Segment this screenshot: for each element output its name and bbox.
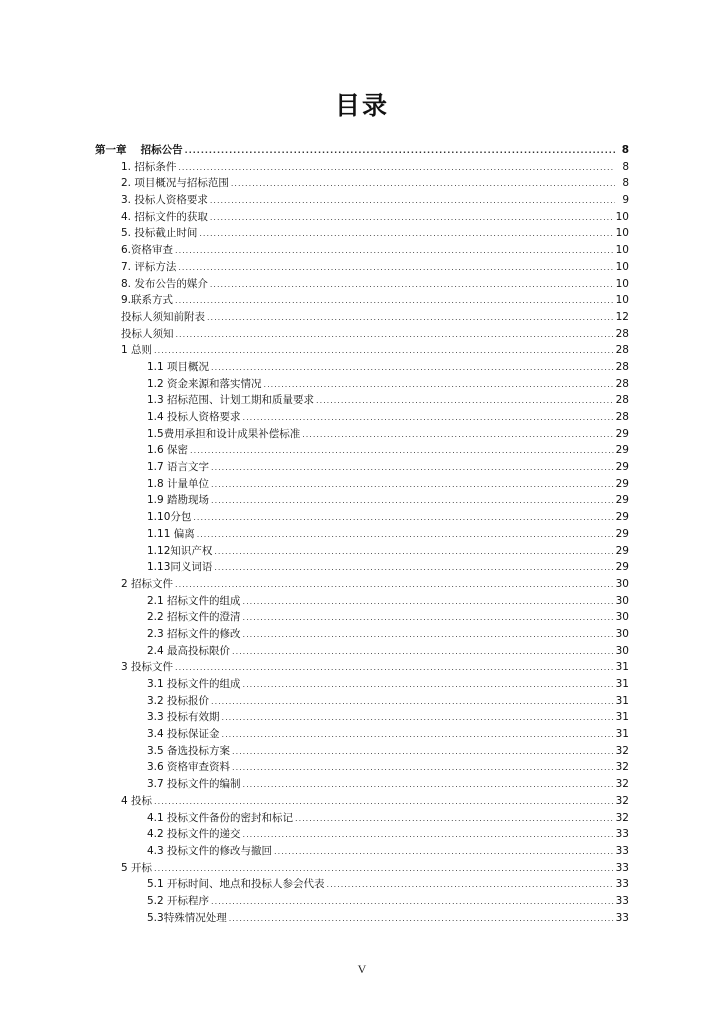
toc-entry[interactable] — [95, 209, 629, 226]
toc-entry[interactable] — [95, 476, 629, 493]
toc-entry[interactable] — [95, 626, 629, 643]
toc-entry-page: 31 — [615, 661, 629, 674]
toc-entry[interactable] — [95, 159, 629, 176]
toc-entry[interactable] — [95, 910, 629, 927]
dot-leader — [193, 510, 613, 527]
toc-entry-label: 1.13同义词语 — [147, 561, 213, 574]
toc-entry[interactable] — [95, 609, 629, 626]
toc-entry-label: 1 总则 — [121, 344, 153, 357]
dot-leader — [243, 410, 614, 427]
dot-leader — [214, 560, 613, 577]
toc-entry[interactable] — [95, 459, 629, 476]
toc-entry-page: 28 — [615, 327, 629, 340]
toc-entry-label: 1.5费用承担和设计成果补偿标准 — [147, 427, 301, 440]
toc-entry[interactable] — [95, 893, 629, 910]
toc-entry-page: 32 — [615, 778, 629, 791]
toc-entry[interactable] — [95, 693, 629, 710]
toc-entry-page: 32 — [615, 794, 629, 807]
toc-entry[interactable] — [95, 175, 629, 192]
toc-entry-page: 8 — [622, 160, 629, 173]
toc-entry-page: 31 — [615, 678, 629, 690]
toc-entry-page: 10 — [615, 294, 629, 307]
toc-entry-label: 8. 发布公告的媒介 — [121, 277, 208, 290]
toc-entry-label: 4 投标 — [121, 794, 153, 807]
toc-entry[interactable] — [95, 843, 629, 860]
toc-entry[interactable] — [95, 659, 629, 676]
toc-entry-label: 1.9 踏勘现场 — [147, 494, 210, 507]
toc-entry[interactable] — [95, 409, 629, 426]
toc-entry[interactable] — [95, 759, 629, 776]
dot-leader — [222, 727, 614, 744]
toc-entry-page: 9 — [622, 194, 629, 207]
page-number: V — [357, 962, 367, 976]
dot-leader — [274, 844, 614, 861]
toc-entry[interactable] — [95, 326, 629, 343]
toc-entry-label: 5.3特殊情况处理 — [147, 911, 227, 924]
dot-leader — [210, 277, 614, 294]
toc-entry-label: 3.1 投标文件的组成 — [147, 678, 241, 690]
dot-leader — [243, 594, 614, 611]
toc-entry[interactable] — [95, 593, 629, 610]
toc-entry-page: 10 — [615, 210, 629, 223]
toc-entry-label: 6.资格审查 — [121, 244, 174, 257]
toc-entry-page: 8 — [621, 144, 629, 156]
toc-entry-page: 10 — [615, 227, 629, 240]
dot-leader — [190, 443, 614, 460]
toc-entry-label: 5.1 开标时间、地点和投标人参会代表 — [147, 878, 325, 891]
toc-entry-page: 8 — [622, 177, 629, 190]
dot-leader — [229, 911, 614, 928]
dot-leader — [178, 260, 613, 277]
toc-entry-label: 9.联系方式 — [121, 294, 174, 307]
toc-entry[interactable] — [95, 726, 629, 743]
toc-entry-page: 30 — [615, 611, 629, 624]
dot-leader — [214, 544, 613, 561]
toc-entry-page: 31 — [615, 694, 629, 707]
toc-entry-label: 1.12知识产权 — [147, 544, 213, 557]
toc-entry[interactable] — [95, 276, 629, 293]
toc-entry-page: 28 — [615, 411, 629, 423]
dot-leader — [175, 577, 614, 594]
toc-entry[interactable] — [95, 559, 629, 576]
toc-entry-label: 3.7 投标文件的编制 — [147, 778, 241, 791]
toc-entry[interactable] — [95, 342, 629, 359]
dot-leader — [211, 460, 614, 477]
dot-leader — [327, 877, 614, 894]
toc-entry[interactable] — [95, 810, 629, 827]
toc-entry[interactable] — [95, 743, 629, 760]
toc-entry[interactable] — [95, 526, 629, 543]
toc-entry[interactable] — [95, 392, 629, 409]
toc-entry-page: 10 — [615, 260, 629, 273]
toc-entry-label: 2 招标文件 — [121, 577, 174, 590]
toc-entry[interactable] — [95, 793, 629, 810]
toc-entry-label: 2.2 招标文件的澄清 — [147, 611, 241, 624]
toc-entry-page: 30 — [615, 627, 629, 640]
toc-entry[interactable] — [95, 259, 629, 276]
toc-entry-label: 4.1 投标文件备份的密封和标记 — [147, 811, 294, 824]
toc-entry[interactable] — [95, 776, 629, 793]
toc-entry-page: 30 — [615, 644, 629, 657]
dot-leader — [211, 694, 614, 711]
toc-entry-label: 1.7 语言文字 — [147, 461, 210, 474]
dot-leader — [211, 493, 614, 510]
toc-entry[interactable] — [95, 426, 629, 443]
toc-entry[interactable] — [95, 576, 629, 593]
toc-entry-page: 29 — [615, 494, 629, 507]
toc-entry[interactable] — [95, 860, 629, 877]
toc-entry-page: 28 — [615, 394, 629, 407]
toc-entry-page: 29 — [615, 427, 629, 440]
toc-entry-page: 30 — [615, 577, 629, 590]
toc-entry-label: 第一章 招标公告 — [95, 144, 183, 156]
toc-entry-label: 1.2 资金来源和落实情况 — [147, 377, 262, 390]
toc-entry-label: 投标人须知前附表 — [121, 310, 205, 323]
toc-entry[interactable] — [95, 225, 629, 242]
toc-entry-label: 1.4 投标人资格要求 — [147, 411, 241, 423]
toc-entry-page: 30 — [615, 594, 629, 607]
toc-entry-page: 29 — [615, 477, 629, 490]
toc-entry[interactable] — [95, 543, 629, 560]
toc-entry-label: 1.10分包 — [147, 511, 192, 524]
toc-entry[interactable] — [95, 876, 629, 893]
toc-entry[interactable] — [95, 442, 629, 459]
toc-entry[interactable] — [95, 242, 629, 259]
toc-entry-label: 4. 招标文件的获取 — [121, 210, 208, 223]
dot-leader — [243, 677, 614, 694]
toc-entry-page: 32 — [615, 761, 629, 774]
toc-entry[interactable] — [95, 309, 629, 326]
dot-leader — [232, 644, 614, 661]
dot-leader — [210, 193, 615, 210]
toc-entry-label: 3.5 备选投标方案 — [147, 744, 231, 757]
page-title: 目录 — [334, 91, 389, 120]
toc-entry-label: 3.3 投标有效期 — [147, 711, 220, 724]
dot-leader — [302, 427, 613, 444]
toc-entry-page: 31 — [615, 711, 629, 724]
dot-leader — [243, 627, 614, 644]
dot-leader — [175, 660, 614, 677]
toc-entry[interactable] — [95, 826, 629, 843]
toc-entry-page: 32 — [615, 811, 629, 824]
toc-entry-label: 3.2 投标报价 — [147, 694, 210, 707]
dot-leader — [175, 293, 614, 310]
dot-leader — [316, 393, 614, 410]
toc-entry-page: 29 — [615, 561, 629, 574]
toc-entry-label: 1.8 计量单位 — [147, 477, 210, 490]
toc-entry-page: 33 — [615, 878, 629, 891]
toc-entry[interactable] — [95, 142, 629, 159]
toc-entry[interactable] — [95, 292, 629, 309]
dot-leader — [232, 744, 614, 761]
toc-entry-page: 28 — [615, 360, 629, 373]
toc-entry-page: 29 — [615, 461, 629, 474]
toc-entry-page: 33 — [615, 861, 629, 874]
dot-leader — [243, 827, 614, 844]
toc-entry-page: 29 — [615, 527, 629, 540]
toc-entry-label: 4.3 投标文件的修改与撤回 — [147, 844, 273, 857]
toc-entry-label: 2.3 招标文件的修改 — [147, 627, 241, 640]
toc-entry-page: 12 — [615, 310, 629, 323]
toc-entry[interactable] — [95, 492, 629, 509]
toc-entry-label: 5.2 开标程序 — [147, 894, 210, 907]
toc-entry-label: 5 开标 — [121, 861, 153, 874]
dot-leader — [178, 160, 615, 177]
toc-entry-label: 7. 评标方法 — [121, 260, 177, 273]
toc-entry[interactable] — [95, 192, 629, 209]
dot-leader — [243, 610, 614, 627]
toc-entry[interactable] — [95, 709, 629, 726]
toc-entry[interactable] — [95, 359, 629, 376]
dot-leader — [222, 710, 614, 727]
toc-entry-page: 31 — [615, 728, 629, 741]
dot-leader — [211, 894, 614, 911]
toc-entry-label: 4.2 投标文件的递交 — [147, 828, 241, 841]
table-of-contents — [95, 142, 629, 926]
toc-entry-page: 33 — [615, 911, 629, 924]
dot-leader — [207, 310, 614, 327]
dot-leader — [154, 343, 614, 360]
dot-leader — [185, 143, 615, 160]
toc-entry-page: 29 — [615, 511, 629, 524]
toc-entry-label: 1.6 保密 — [147, 444, 189, 457]
toc-entry-page: 28 — [615, 344, 629, 357]
toc-entry-label: 3 投标文件 — [121, 661, 174, 674]
dot-leader — [154, 794, 614, 811]
dot-leader — [175, 243, 614, 260]
toc-entry-page: 33 — [615, 828, 629, 841]
toc-entry-label: 1.3 招标范围、计划工期和质量要求 — [147, 394, 315, 407]
toc-entry-page: 10 — [615, 277, 629, 290]
dot-leader — [295, 811, 614, 828]
toc-entry-page: 28 — [615, 377, 629, 390]
toc-entry-page: 29 — [615, 444, 629, 457]
toc-entry[interactable] — [95, 643, 629, 660]
dot-leader — [231, 176, 615, 193]
toc-entry-page: 29 — [615, 544, 629, 557]
dot-leader — [211, 477, 614, 494]
toc-entry-page: 33 — [615, 894, 629, 907]
toc-entry-label: 1.1 项目概况 — [147, 360, 210, 373]
toc-entry-label: 3.6 资格审查资料 — [147, 761, 231, 774]
toc-entry-label: 1. 招标条件 — [121, 160, 177, 173]
toc-entry-label: 3. 投标人资格要求 — [121, 194, 208, 207]
dot-leader — [232, 760, 614, 777]
toc-entry[interactable] — [95, 509, 629, 526]
dot-leader — [243, 777, 614, 794]
toc-entry-page: 32 — [615, 744, 629, 757]
toc-entry[interactable] — [95, 376, 629, 393]
dot-leader — [264, 377, 614, 394]
toc-entry-label: 投标人须知 — [121, 327, 174, 340]
dot-leader — [199, 226, 613, 243]
toc-entry-label: 2.1 招标文件的组成 — [147, 594, 241, 607]
dot-leader — [176, 327, 614, 344]
toc-entry-label: 2.4 最高投标限价 — [147, 644, 231, 657]
toc-entry-page: 33 — [615, 844, 629, 857]
toc-entry-label: 2. 项目概况与招标范围 — [121, 177, 229, 190]
toc-entry[interactable] — [95, 676, 629, 693]
dot-leader — [154, 861, 614, 878]
dot-leader — [197, 527, 614, 544]
toc-entry-label: 1.11 偏离 — [147, 527, 195, 540]
toc-entry-label: 3.4 投标保证金 — [147, 728, 220, 741]
dot-leader — [211, 360, 614, 377]
toc-entry-page: 10 — [615, 244, 629, 257]
dot-leader — [210, 210, 614, 227]
toc-entry-label: 5. 投标截止时间 — [121, 227, 198, 240]
